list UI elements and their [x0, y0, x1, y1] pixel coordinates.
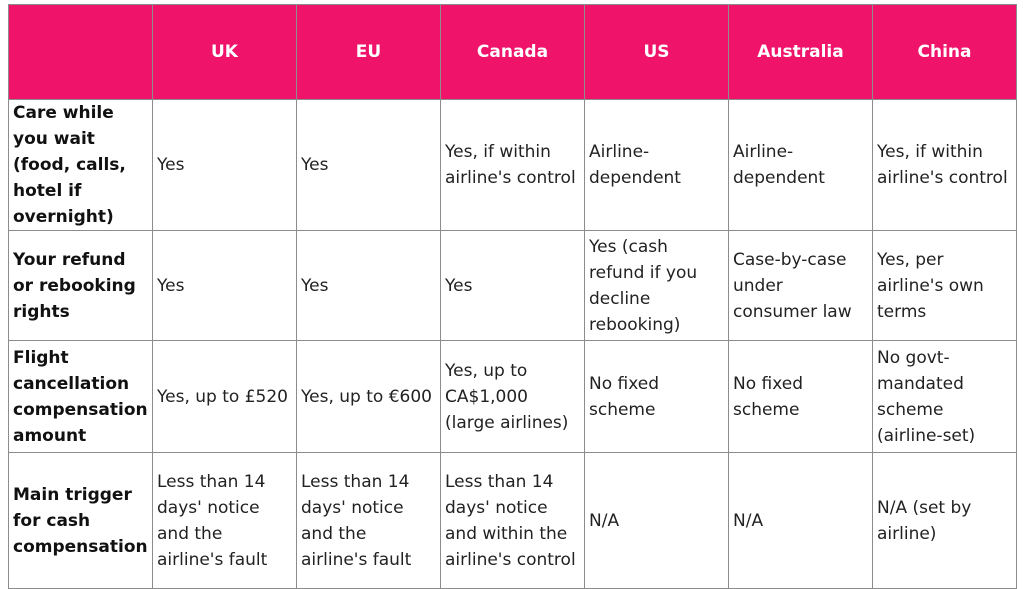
table-cell: Yes (cash refund if you decline rebooking)	[585, 231, 729, 341]
row-label: Main trigger for cash compensation	[9, 453, 153, 589]
table-cell: Less than 14 days' notice and within the airline's control	[441, 453, 585, 589]
table-cell: Yes, up to €600	[297, 341, 441, 453]
row-label: Care while you wait (food, calls, hotel if overnight)	[9, 100, 153, 231]
table-row	[9, 341, 1017, 453]
table-cell: No fixed scheme	[585, 341, 729, 453]
table-cell: Less than 14 days' notice and the airline's fault	[297, 453, 441, 589]
table-cell: Yes, per airline's own terms	[873, 231, 1017, 341]
row-label: Your refund or rebooking rights	[9, 231, 153, 341]
header-eu: EU	[297, 5, 441, 100]
table-cell: Yes, up to CA$1,000 (large airlines)	[441, 341, 585, 453]
table-cell: Case-by-case under consumer law	[729, 231, 873, 341]
header-australia: Australia	[729, 5, 873, 100]
table-cell: Yes, up to £520	[153, 341, 297, 453]
header-corner-cell	[9, 5, 153, 100]
header-us: US	[585, 5, 729, 100]
table-cell: Yes	[297, 100, 441, 231]
table-row	[9, 100, 1017, 231]
compensation-comparison-table	[8, 4, 1017, 589]
header-row	[9, 5, 1017, 100]
table-cell: Yes	[153, 231, 297, 341]
table-cell: Less than 14 days' notice and the airline's fault	[153, 453, 297, 589]
table-cell: Airline-dependent	[585, 100, 729, 231]
table-cell: Yes, if within airline's control	[873, 100, 1017, 231]
table-row	[9, 453, 1017, 589]
table-cell: Yes	[441, 231, 585, 341]
table-row	[9, 231, 1017, 341]
table-cell: Yes	[297, 231, 441, 341]
header-canada: Canada	[441, 5, 585, 100]
table-cell: Yes	[153, 100, 297, 231]
table-cell: No fixed scheme	[729, 341, 873, 453]
table-cell: Airline-dependent	[729, 100, 873, 231]
header-uk: UK	[153, 5, 297, 100]
table-cell: N/A	[729, 453, 873, 589]
table-cell: N/A	[585, 453, 729, 589]
table-cell: N/A (set by airline)	[873, 453, 1017, 589]
header-china: China	[873, 5, 1017, 100]
row-label: Flight cancellation compensation amount	[9, 341, 153, 453]
table-cell: No govt-mandated scheme (airline-set)	[873, 341, 1017, 453]
table-cell: Yes, if within airline's control	[441, 100, 585, 231]
